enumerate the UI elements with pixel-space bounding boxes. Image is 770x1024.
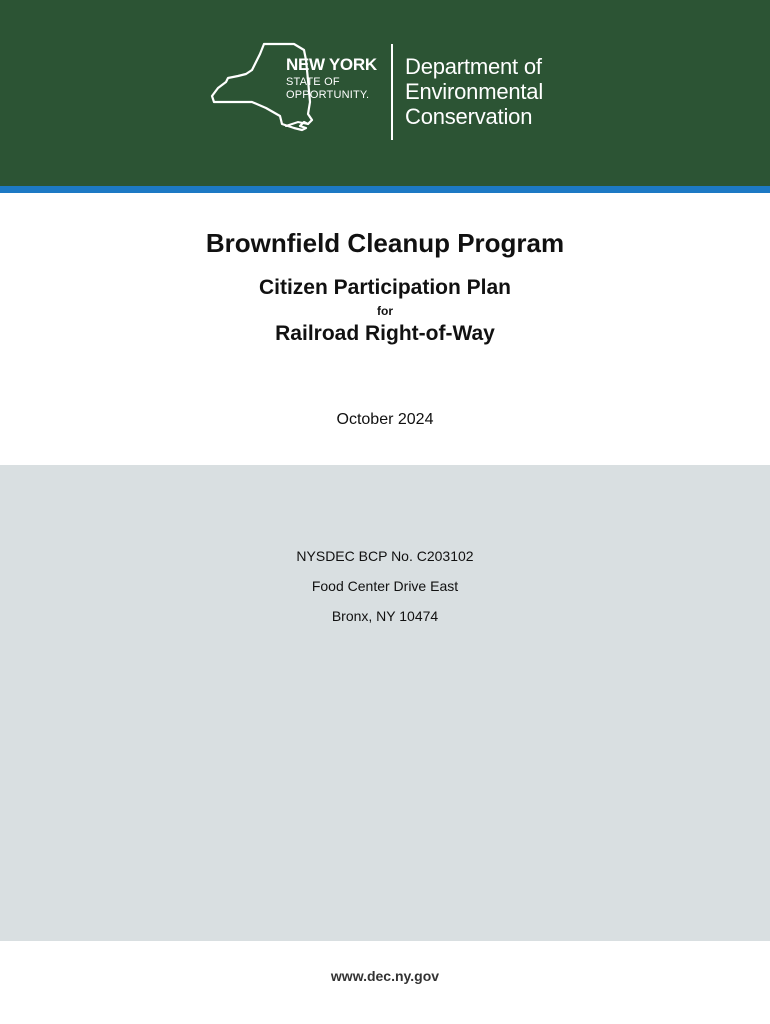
department-name-line-2: Environmental [405, 79, 544, 104]
site-street: Food Center Drive East [311, 578, 459, 594]
department-name-line-1: Department of [405, 54, 542, 79]
nysdec-logo [208, 42, 568, 146]
for-label: for [377, 304, 393, 318]
department-name [405, 54, 543, 129]
program-title: Brownfield Cleanup Program [205, 228, 565, 258]
state-tagline-line-2: OPPORTUNITY. [286, 89, 370, 101]
state-name: NEW YORK [286, 55, 377, 74]
plan-title: Citizen Participation Plan [258, 276, 512, 299]
title-section [0, 193, 770, 465]
site-info-panel [0, 465, 770, 941]
site-city: Bronx, NY 10474 [331, 608, 439, 624]
site-name: Railroad Right-of-Way [275, 322, 495, 345]
state-tagline-line-1: STATE OF [286, 76, 340, 88]
header-banner [0, 0, 770, 186]
footer-website-link[interactable]: www.dec.ny.gov [330, 968, 440, 984]
department-name-line-3: Conservation [405, 104, 533, 129]
logo-divider [391, 44, 393, 140]
publication-date: October 2024 [336, 411, 434, 428]
header-blue-stripe [0, 186, 770, 193]
bcp-number: NYSDEC BCP No. C203102 [296, 548, 474, 564]
